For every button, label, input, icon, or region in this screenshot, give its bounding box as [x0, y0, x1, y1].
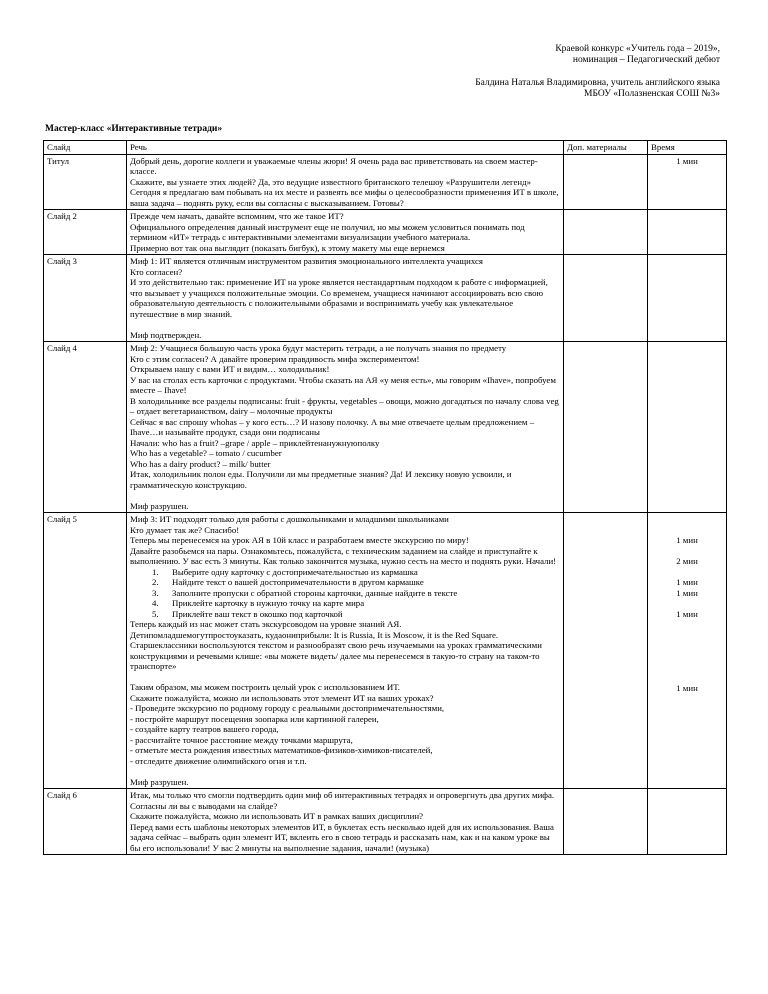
speech-line: Теперь мы перенесемся на урок АЯ в 10й класс и разработаем вместе экскурсию по миру!	[130, 535, 469, 545]
table-row	[44, 154, 727, 210]
speech-line: Начали: who has a fruit? –grape / apple – приклейтенанужнуюполку	[130, 437, 380, 448]
header-slide: Слайд	[44, 141, 127, 155]
speech-line: Итак, холодильник полон еды. Получили ли мы предметные знания? Да! И лексику новую усвоили, и грамматическую конструкцию.	[130, 469, 512, 490]
blank-line	[130, 319, 560, 330]
speech-cell	[127, 255, 564, 342]
speech-line: Who has a vegetable? – tomato / cucumber	[130, 448, 282, 458]
time-value: 1 мин	[676, 609, 698, 619]
header-materials: Доп. материалы	[564, 141, 648, 155]
materials-cell	[564, 789, 648, 855]
speech-line: Добрый день, дорогие коллеги и уважаемые члены жюри! Я очень рада вас приветствовать на своем мастер-классе.	[130, 155, 538, 176]
contest-name: Краевой конкурс «Учитель года – 2019»,	[555, 44, 720, 54]
slide-cell: Слайд 6	[44, 789, 127, 855]
speech-line: - Проведите экскурсию по родному городу с реальными достопримечательностями,	[130, 703, 445, 713]
author-name: Балдина Наталья Владимировна, учитель английского языка	[475, 78, 720, 88]
speech-line: Итак, мы только что смогли подтвердить один миф об интерактивных тетрадях и опровергнуть два других мифа. Согласны ли вы с выводами на слайде?	[130, 790, 555, 811]
materials-cell	[564, 210, 648, 255]
nomination: номинация – Педагогический дебют	[572, 55, 720, 65]
speech-line: Таким образом, мы можем построить целый урок с использованием ИТ.	[130, 682, 400, 692]
numbered-step	[130, 567, 560, 578]
speech-line: Старшеклассники воспользуются текстом и разнообразят свою речь изучаемыми на уроках грамматическими конструкциями и речевыми клише: «вы можете видеть/ далее мы перенесемся в такую-то страну на таком-то транспорте»	[130, 640, 542, 671]
blank-line	[130, 766, 560, 777]
time-value: 1 мин	[676, 155, 698, 166]
speech-line: Скажите пожалуйста, можно ли использовать ИТ в рамках ваших дисциплин?	[130, 811, 424, 821]
speech-cell	[127, 154, 564, 210]
speech-line: Перед вами есть шаблоны некоторых элементов ИТ, в буклетах есть несколько идей для их использования. Ваша задача сейчас – выбрать один элемент ИТ, вклеить его в свою тетрадь и рассказать нам, как и на каком уроке вы бы его использовали! У вас 2 минуты на выполнение задания, начали! (музыка)	[130, 821, 554, 853]
speech-line: Миф разрушен.	[130, 500, 189, 511]
speech-line: Who has a dairy product? – milk/ butter	[130, 458, 271, 469]
speech-line: Открываем нашу с вами ИТ и видим… холодильник!	[130, 364, 330, 374]
time-value: 1 мин	[676, 577, 698, 587]
speech-line: - рассчитайте точное расстояние между точками маршрута,	[130, 734, 353, 745]
table-header-row	[44, 141, 727, 155]
table-row	[44, 342, 727, 513]
time-cell	[648, 513, 727, 789]
materials-cell	[564, 513, 648, 789]
speech-line: - отметьте места рождения известных математиков-физиков-химиков-писателей,	[130, 745, 433, 755]
speech-line: Кто согласен?	[130, 266, 183, 277]
table-row	[44, 789, 727, 855]
time-cell	[648, 154, 727, 210]
school-name: МБОУ «Полазненская СОШ №3»	[584, 89, 720, 99]
speech-line: Официального определения данный инструмент еще не получил, но мы можем условиться понимать под термином «ИТ» тетрадь с интерактивными элементами визуализации учебного материала.	[130, 221, 525, 242]
author-header	[475, 78, 720, 100]
header-time: Время	[648, 141, 727, 155]
step-number: 3.	[152, 587, 159, 598]
speech-cell	[127, 210, 564, 255]
speech-line: - отследите движение олимпийского огня и т.п.	[130, 755, 307, 766]
time-value: 1 мин	[676, 683, 698, 693]
speech-line: И это действительно так: применение ИТ на уроке является нестандартным подходом к работе с информацией, что вызывает у учащихся положительные эмоции. Со временем, учащиеся начинают ассоциировать всю свою образовательную деятельность с положительными образами и воспринимать учебу как увлекательное путешествие в мир знаний.	[130, 277, 548, 319]
time-value: 1 мин	[676, 535, 698, 545]
table-row	[44, 513, 727, 789]
time-cell	[648, 789, 727, 855]
materials-cell	[564, 154, 648, 210]
slide-cell: Слайд 3	[44, 255, 127, 342]
speech-line: Миф 3: ИТ подходят только для работы с дошкольниками и младшими школьниками	[130, 514, 449, 524]
slide-cell: Слайд 2	[44, 210, 127, 255]
step-number: 5.	[152, 608, 159, 619]
slide-cell: Слайд 4	[44, 342, 127, 513]
speech-line: Примерно вот так она выглядит (показать бигбук), к этому макету мы еще вернемся	[130, 242, 445, 253]
numbered-step	[130, 577, 560, 588]
table-row	[44, 255, 727, 342]
step-text: Найдите текст о вашей достопримечательности в другом кармашке	[172, 577, 424, 587]
speech-line: - постройте маршрут посещения зоопарка или картинной галереи,	[130, 713, 379, 724]
step-number: 1.	[152, 566, 159, 577]
materials-cell	[564, 342, 648, 513]
step-text: Заполните пропуски с обратной стороны карточки, данные найдите в тексте	[172, 587, 458, 598]
speech-line: Скажите, вы узнаете этих людей? Да, это ведущие известного британского телешоу «Разрушители легенд»	[130, 176, 531, 187]
blank-line	[130, 490, 560, 501]
slide-cell: Титул	[44, 154, 127, 210]
speech-line: Миф разрушен.	[130, 776, 189, 787]
speech-line: Миф подтвержден.	[130, 329, 202, 340]
speech-line: Кто думает так же? Спасибо!	[130, 524, 240, 535]
lesson-plan-table	[43, 140, 727, 855]
header-speech: Речь	[127, 141, 564, 155]
speech-line: Сейчас я вас спрошу whohas – у кого есть…? И назову полочку. А вы мне отвечаете целым предложением – Ihave…и называйте продукт, сзади они подписаны	[130, 416, 535, 437]
numbered-step	[130, 588, 560, 599]
step-number: 4.	[152, 598, 159, 608]
document-title: Мастер-класс «Интерактивные тетради»	[45, 124, 223, 134]
numbered-step	[130, 598, 560, 609]
step-text: Выберите одну карточку с достопримечательностью из кармашка	[172, 566, 418, 577]
step-text: Приклейте карточку в нужную точку на карте мира	[172, 598, 365, 608]
contest-header	[555, 44, 720, 66]
speech-line: Миф 1: ИТ является отличным инструментом развития эмоционального интеллекта учащихся	[130, 256, 483, 266]
speech-line: - создайте карту театров вашего города,	[130, 724, 279, 734]
blank-line	[130, 672, 560, 683]
speech-cell	[127, 513, 564, 789]
speech-cell	[127, 789, 564, 855]
speech-line: Скажите пожалуйста, можно ли использовать этот элемент ИТ на ваших уроках?	[130, 692, 434, 703]
materials-cell	[564, 255, 648, 342]
time-value: 1 мин	[676, 588, 698, 598]
speech-line: Прежде чем начать, давайте вспомним, что же такое ИТ?	[130, 211, 344, 221]
speech-line: Давайте разобьемся на пары. Ознакомьтесь, пожалуйста, с техническим заданием на слайде и приступайте к выполнению. У вас есть 3 минуты. Как только закончится музыка, нужно сесть на место и поднять руки. Начали!	[130, 545, 557, 566]
speech-line: Миф 2: Учащиеся большую часть урока будут мастерить тетради, а не получать знания по предмету	[130, 343, 507, 353]
table-row	[44, 210, 727, 255]
time-cell	[648, 210, 727, 255]
speech-line: Сегодня я предлагаю вам побывать на их месте и развеять все мифы о целесообразности применения ИТ в школе, ваша задача – поднять руку, если вы согласны с высказыванием. Готовы?	[130, 187, 559, 208]
speech-cell	[127, 342, 564, 513]
slide-cell: Слайд 5	[44, 513, 127, 789]
time-cell	[648, 342, 727, 513]
numbered-step	[130, 609, 560, 620]
speech-line: В холодильнике все разделы подписаны: fruit - фрукты, vegetables – овощи, можно догадаться по началу слова veg – отдает вегетарианством, dairy – молочные продукты	[130, 395, 559, 416]
time-value: 2 мин	[676, 556, 698, 566]
speech-line: Кто с этим согласен? А давайте проверим правдивость мифа экспериментом!	[130, 353, 420, 364]
step-text: Приклейте ваш текст в окошко под карточкой	[172, 608, 343, 619]
speech-line: Теперь каждый из нас может стать экскурсоводом на уровне знаний АЯ.	[130, 619, 402, 629]
speech-line: Детипомладшемогутпростоуказать, кудаониприбыли: It is Russia, It is Moscow, it is the Red Square.	[130, 629, 499, 640]
time-cell	[648, 255, 727, 342]
step-number: 2.	[152, 577, 159, 587]
speech-line: У вас на столах есть карточки с продуктами. Чтобы сказать на АЯ «у меня есть», мы говорим «Ihave», попробуем вместе – Ihave!	[130, 374, 556, 395]
